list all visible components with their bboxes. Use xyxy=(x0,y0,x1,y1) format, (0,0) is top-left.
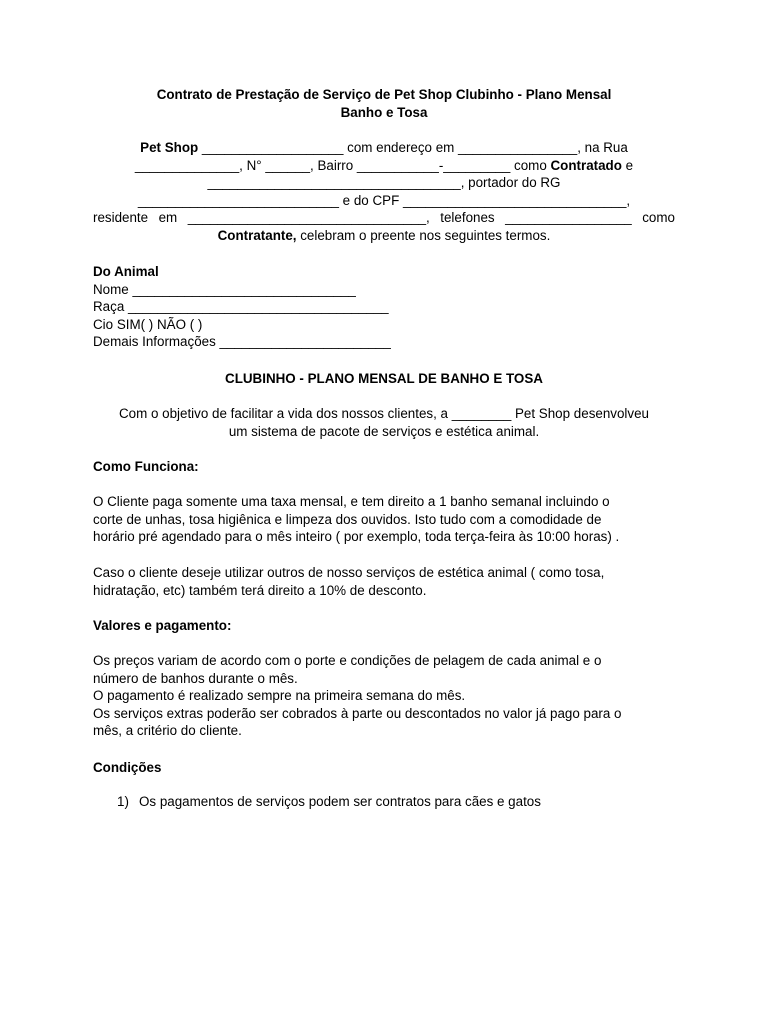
animal-other-info-field: Demais Informações _______________________ xyxy=(93,334,391,350)
animal-heading: Do Animal xyxy=(93,264,159,279)
animal-breed-field: Raça ___________________________________ xyxy=(93,299,389,315)
list-item-text: Os pagamentos de serviços podem ser contratos para cães e gatos xyxy=(139,794,541,809)
how-p1-line-1: O Cliente paga somente uma taxa mensal, e tem direito a 1 banho semanal incluindo o xyxy=(93,494,610,509)
pet-shop-label: Pet Shop xyxy=(140,140,199,155)
how-it-works-paragraph-1 xyxy=(93,493,675,546)
values-line-2: número de banhos durante o mês. xyxy=(93,670,298,686)
plan-heading: CLUBINHO - PLANO MENSAL DE BANHO E TOSA xyxy=(225,371,543,386)
conditions-list xyxy=(117,793,541,811)
animal-heat-field: Cio SIM( ) NÃO ( ) xyxy=(93,316,203,332)
how-it-works-paragraph-2 xyxy=(93,564,675,599)
values-paragraph xyxy=(93,652,675,740)
animal-name-field: Nome ______________________________ xyxy=(93,281,356,297)
contract-title-line-1: Contrato de Prestação de Serviço de Pet Shop Clubinho - Plano Mensal xyxy=(156,87,612,102)
intro-line-6-text: celebram o preente nos seguintes termos. xyxy=(296,227,551,243)
values-line-3: O pagamento é realizado sempre na primeira semana do mês. xyxy=(93,688,466,704)
animal-section xyxy=(93,263,675,351)
contract-title xyxy=(93,86,675,121)
conditions-heading: Condições xyxy=(93,760,162,775)
intro-line-2 xyxy=(93,157,675,175)
list-item-number: 1) xyxy=(117,794,129,809)
intro-line-2-text: ______________, N° ______, Bairro ___________-_________ como xyxy=(134,157,551,173)
values-line-1: Os preços variam de acordo com o porte e condições de pelagem de cada animal e o xyxy=(93,653,602,668)
intro-paragraph xyxy=(93,139,675,245)
objective-paragraph xyxy=(93,405,675,440)
objective-line-1: Com o objetivo de facilitar a vida dos nossos clientes, a ________ Pet Shop desenvolveu xyxy=(118,406,649,421)
objective-line-2: um sistema de pacote de serviços e estética animal. xyxy=(228,423,540,439)
how-p2-line-2: hidratação, etc) também terá direito a 10% de desconto. xyxy=(93,582,427,598)
intro-line-2-end: e xyxy=(621,157,634,173)
contract-title-line-2: Banho e Tosa xyxy=(340,104,428,120)
how-it-works-heading: Como Funciona: xyxy=(93,459,199,474)
intro-line-5: residente em ________________________________, telefones _________________ como xyxy=(93,210,675,226)
intro-line-1-text: ___________________ com endereço em ________________, na Rua xyxy=(198,140,628,155)
contratado-label: Contratado xyxy=(550,157,622,173)
values-heading: Valores e pagamento: xyxy=(93,618,232,633)
values-line-5: mês, a critério do cliente. xyxy=(93,723,242,739)
how-p2-line-1: Caso o cliente deseje utilizar outros de nosso serviços de estética animal ( como tosa, xyxy=(93,565,605,580)
intro-line-1 xyxy=(93,139,675,157)
values-line-4: Os serviços extras poderão ser cobrados à parte ou descontados no valor já pago para o xyxy=(93,705,622,721)
how-p1-line-3: horário pré agendado para o mês inteiro ( por exemplo, toda terça-feira às 10:00 horas) . xyxy=(93,529,620,545)
list-item xyxy=(117,793,541,811)
how-p1-line-2: corte de unhas, tosa higiênica e limpeza dos ouvidos. Isto tudo com a comodidade de xyxy=(93,511,602,527)
intro-line-3: __________________________________, portador do RG xyxy=(207,175,561,191)
intro-line-6 xyxy=(93,227,675,245)
contratante-label: Contratante, xyxy=(217,227,297,243)
intro-line-4: ___________________________ e do CPF ______________________________, xyxy=(137,192,631,208)
